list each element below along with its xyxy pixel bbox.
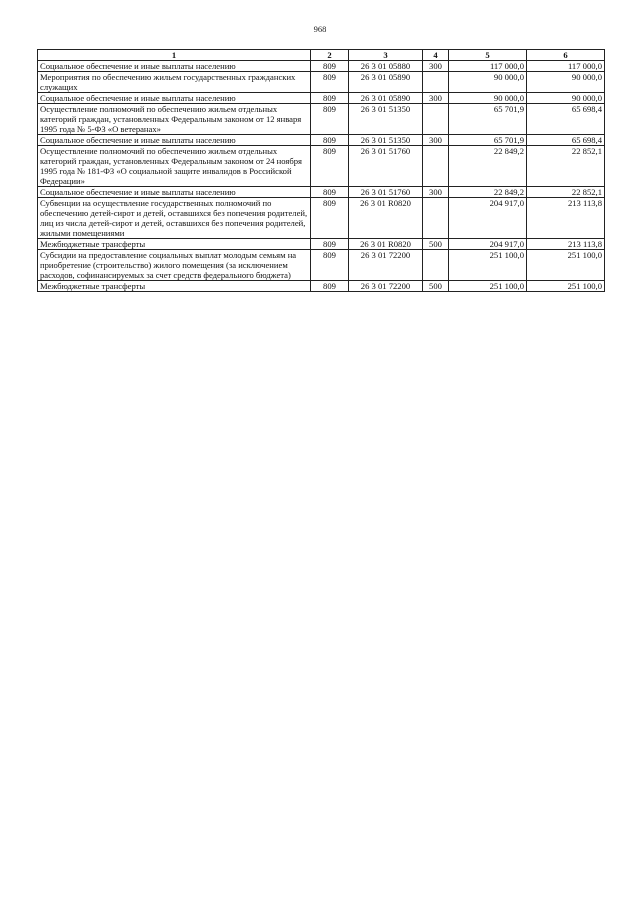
row-name: Социальное обеспечение и иные выплаты населению xyxy=(38,61,311,72)
column-header-2: 2 xyxy=(311,50,349,61)
column-header-6: 6 xyxy=(527,50,605,61)
table-row xyxy=(38,187,605,198)
row-article: 26 3 01 R0820 xyxy=(349,239,423,250)
row-sum-col6: 251 100,0 xyxy=(527,250,605,281)
row-name: Межбюджетные трансферты xyxy=(38,281,311,292)
row-code: 809 xyxy=(311,61,349,72)
row-sum-col6: 213 113,8 xyxy=(527,239,605,250)
row-code: 809 xyxy=(311,72,349,93)
row-sum-col5: 204 917,0 xyxy=(449,239,527,250)
row-type xyxy=(423,198,449,239)
column-header-3: 3 xyxy=(349,50,423,61)
row-sum-col6: 117 000,0 xyxy=(527,61,605,72)
row-article: 26 3 01 51760 xyxy=(349,187,423,198)
row-sum-col5: 204 917,0 xyxy=(449,198,527,239)
column-header-1: 1 xyxy=(38,50,311,61)
row-name: Субвенции на осуществление государственных полномочий по обеспечению детей-сирот и детей, оставшихся без попечения родителей, лиц из числа детей-сирот и детей, оставшихся без попечения родителей, жилыми помещениями xyxy=(38,198,311,239)
row-name: Субсидии на предоставление социальных выплат молодым семьям на приобретение (строительство) жилого помещения (за исключением расходов, софинансируемых за счет средств федерального бюджета) xyxy=(38,250,311,281)
row-type xyxy=(423,146,449,187)
table-row xyxy=(38,146,605,187)
page-number: 968 xyxy=(313,24,327,34)
row-sum-col5: 117 000,0 xyxy=(449,61,527,72)
table-row xyxy=(38,135,605,146)
row-sum-col6: 65 698,4 xyxy=(527,135,605,146)
row-code: 809 xyxy=(311,187,349,198)
row-sum-col5: 90 000,0 xyxy=(449,93,527,104)
row-article: 26 3 01 05890 xyxy=(349,72,423,93)
row-article: 26 3 01 R0820 xyxy=(349,198,423,239)
row-sum-col6: 213 113,8 xyxy=(527,198,605,239)
row-type: 500 xyxy=(423,239,449,250)
row-name: Осуществление полномочий по обеспечению жильем отдельных категорий граждан, установленных Федеральным законом от 12 января 1995 года № 5-ФЗ «О ветеранах» xyxy=(38,104,311,135)
budget-table xyxy=(37,49,605,292)
row-type xyxy=(423,72,449,93)
row-code: 809 xyxy=(311,239,349,250)
row-name: Мероприятия по обеспечению жильем государственных гражданских служащих xyxy=(38,72,311,93)
row-sum-col6: 90 000,0 xyxy=(527,72,605,93)
row-sum-col5: 65 701,9 xyxy=(449,104,527,135)
row-sum-col5: 22 849,2 xyxy=(449,187,527,198)
row-type: 300 xyxy=(423,187,449,198)
row-type: 300 xyxy=(423,93,449,104)
row-code: 809 xyxy=(311,281,349,292)
row-article: 26 3 01 51350 xyxy=(349,135,423,146)
row-article: 26 3 01 51760 xyxy=(349,146,423,187)
row-type xyxy=(423,250,449,281)
table-row xyxy=(38,104,605,135)
table-row xyxy=(38,239,605,250)
row-name: Осуществление полномочий по обеспечению жильем отдельных категорий граждан, установленных Федеральным законом от 24 ноября 1995 года № 181-ФЗ «О социальной защите инвалидов в Российской Федерации» xyxy=(38,146,311,187)
table-header-row xyxy=(38,50,605,61)
row-type: 500 xyxy=(423,281,449,292)
row-sum-col5: 251 100,0 xyxy=(449,281,527,292)
row-article: 26 3 01 72200 xyxy=(349,281,423,292)
row-name: Социальное обеспечение и иные выплаты населению xyxy=(38,93,311,104)
row-code: 809 xyxy=(311,135,349,146)
row-article: 26 3 01 05890 xyxy=(349,93,423,104)
column-header-5: 5 xyxy=(449,50,527,61)
row-sum-col6: 22 852,1 xyxy=(527,187,605,198)
column-header-4: 4 xyxy=(423,50,449,61)
row-type xyxy=(423,104,449,135)
row-name: Межбюджетные трансферты xyxy=(38,239,311,250)
row-code: 809 xyxy=(311,93,349,104)
row-article: 26 3 01 05880 xyxy=(349,61,423,72)
row-sum-col6: 22 852,1 xyxy=(527,146,605,187)
row-code: 809 xyxy=(311,250,349,281)
row-sum-col5: 65 701,9 xyxy=(449,135,527,146)
row-type: 300 xyxy=(423,61,449,72)
table-row xyxy=(38,281,605,292)
row-name: Социальное обеспечение и иные выплаты населению xyxy=(38,187,311,198)
row-code: 809 xyxy=(311,146,349,187)
row-name: Социальное обеспечение и иные выплаты населению xyxy=(38,135,311,146)
table-row xyxy=(38,198,605,239)
row-sum-col6: 251 100,0 xyxy=(527,281,605,292)
row-sum-col6: 90 000,0 xyxy=(527,93,605,104)
row-sum-col5: 22 849,2 xyxy=(449,146,527,187)
row-article: 26 3 01 72200 xyxy=(349,250,423,281)
row-sum-col5: 90 000,0 xyxy=(449,72,527,93)
row-article: 26 3 01 51350 xyxy=(349,104,423,135)
row-sum-col6: 65 698,4 xyxy=(527,104,605,135)
table-row xyxy=(38,61,605,72)
table-row xyxy=(38,93,605,104)
row-code: 809 xyxy=(311,198,349,239)
table-row xyxy=(38,72,605,93)
row-sum-col5: 251 100,0 xyxy=(449,250,527,281)
table-row xyxy=(38,250,605,281)
row-code: 809 xyxy=(311,104,349,135)
row-type: 300 xyxy=(423,135,449,146)
